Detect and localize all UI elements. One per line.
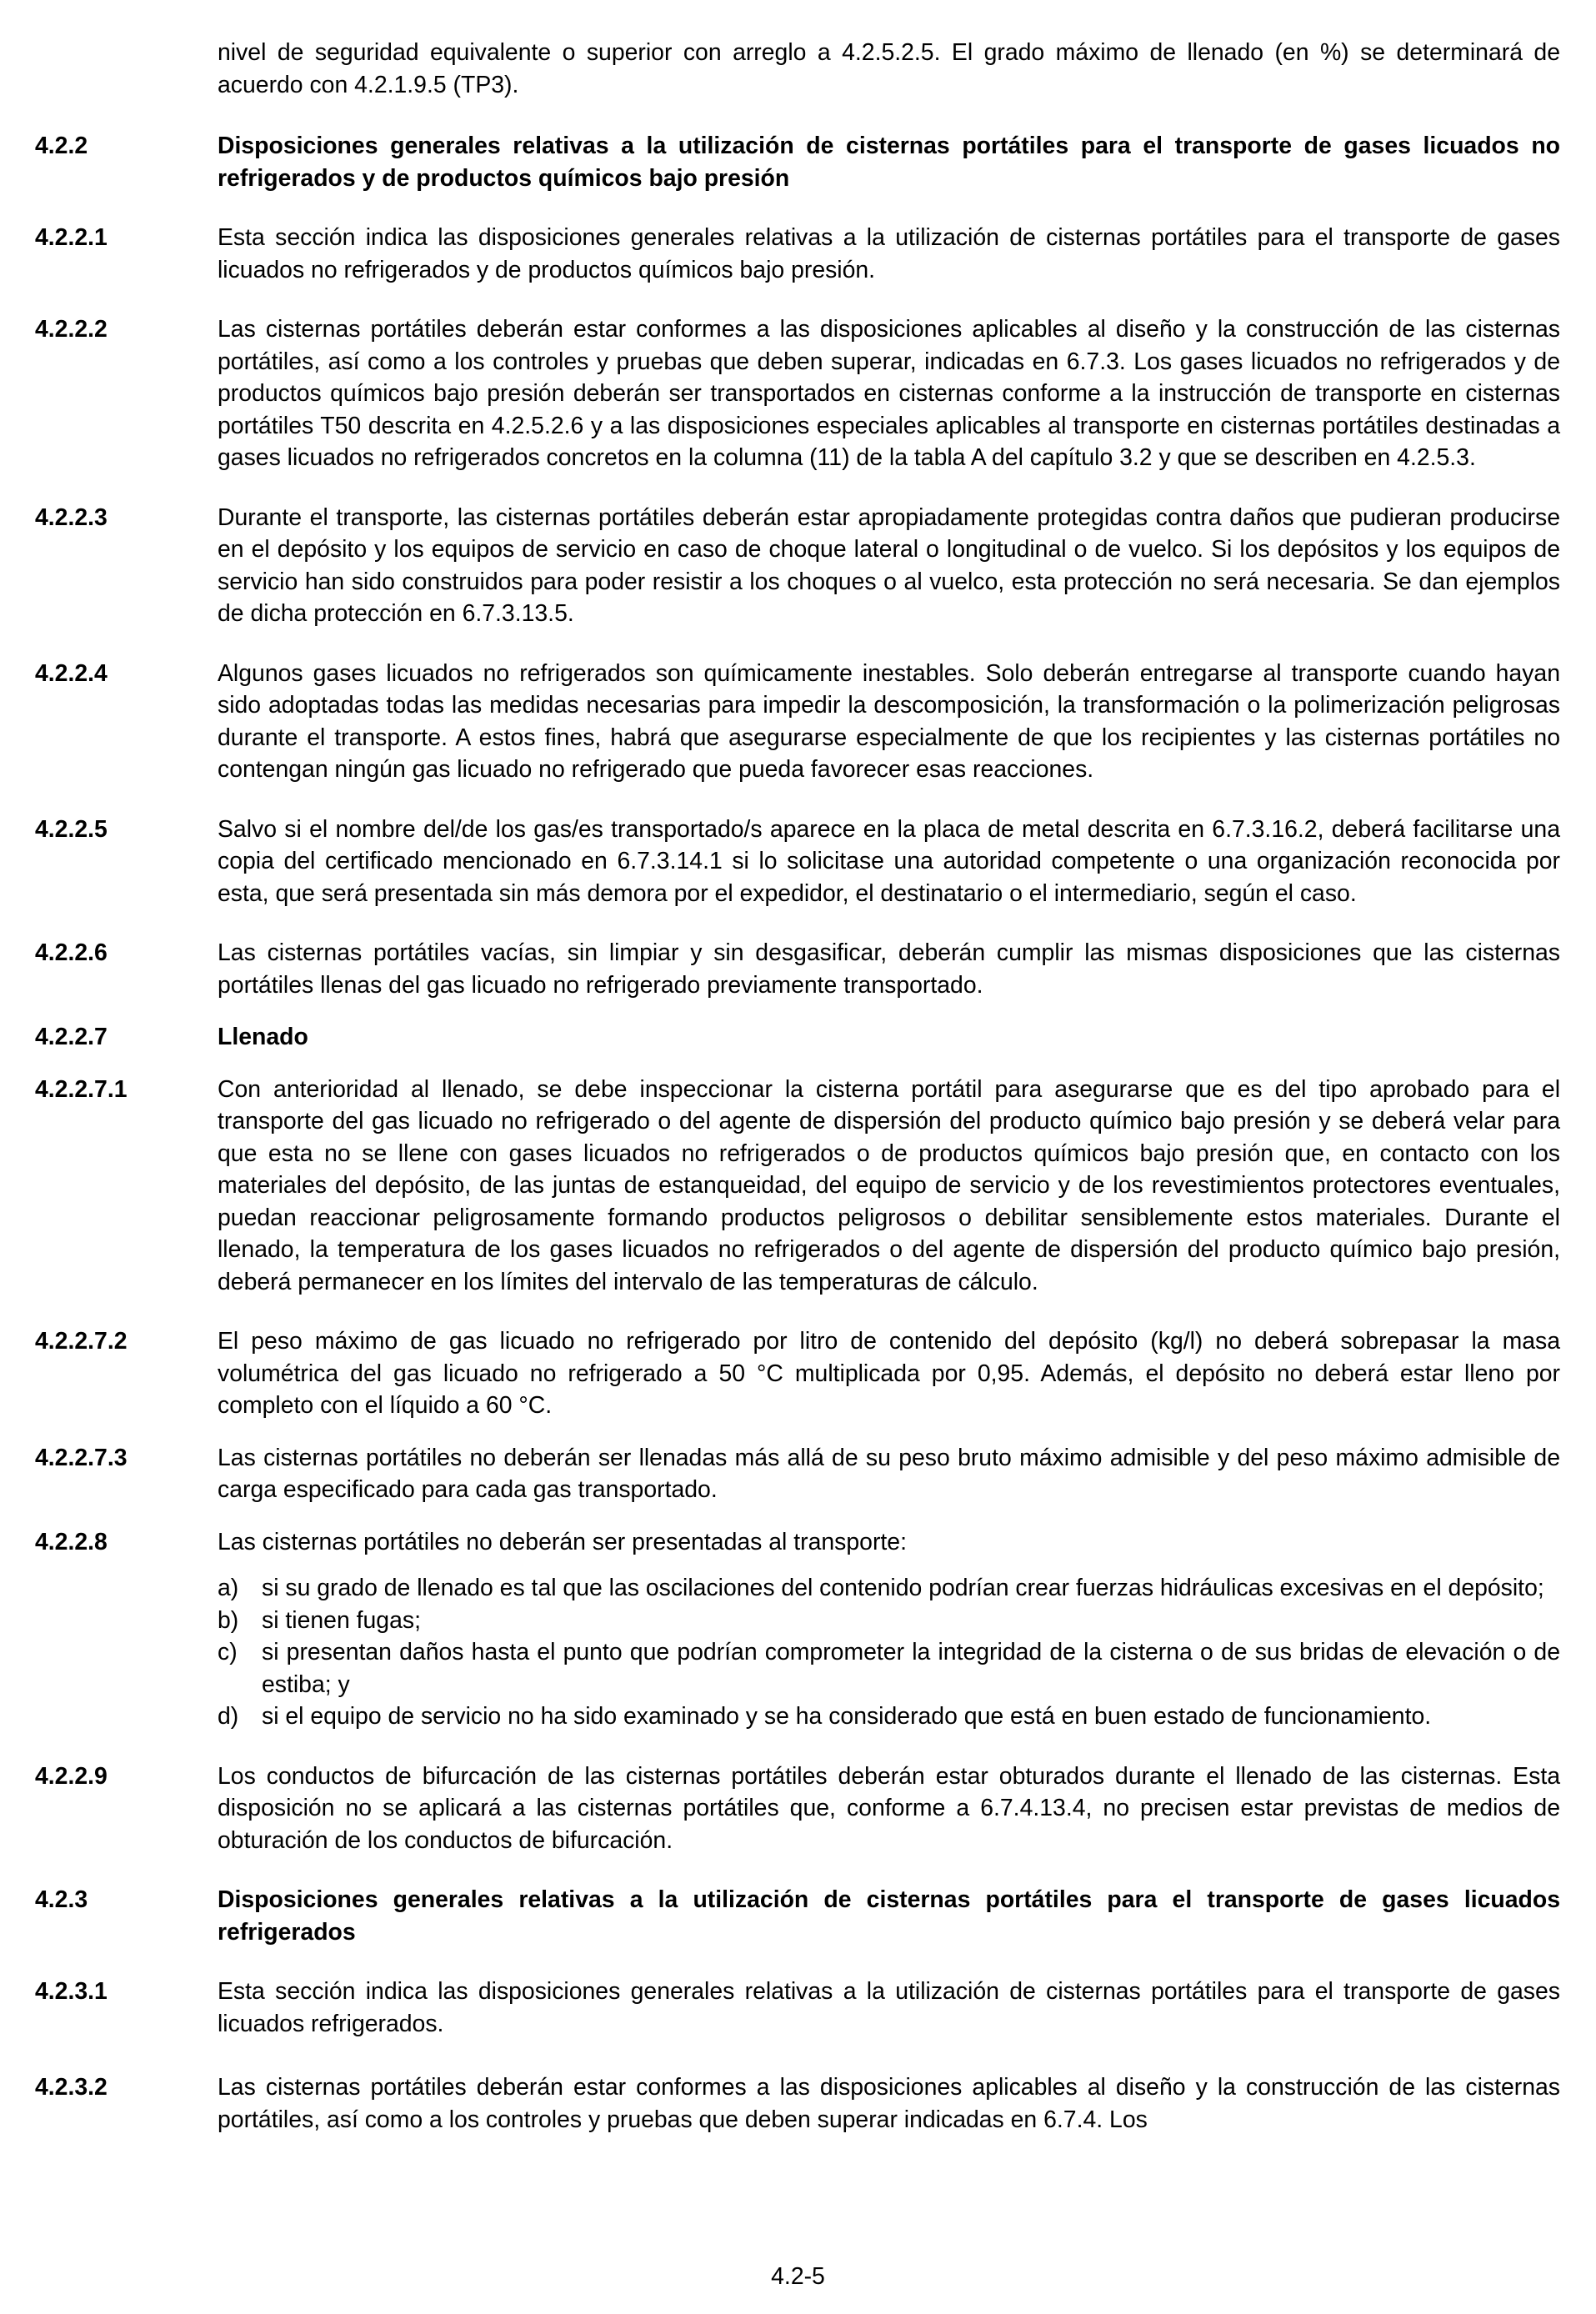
section-4-2-2-4 xyxy=(35,658,1560,786)
paragraph-text: Los conductos de bifurcación de las cisternas portátiles deberán estar obturados durante el llenado de las cisternas. Esta disposición no se aplicará a las cisternas portátiles que, conforme a 6.7.4.13.4, no precisen estar previstas de medios de obturación de los conductos de bifurcación. xyxy=(218,1762,1560,1854)
paragraph-text: Las cisternas portátiles no deberán ser presentadas al transporte: xyxy=(218,1528,907,1555)
section-number: 4.2.2.7.1 xyxy=(35,1075,128,1103)
section-4-2-2-7-1 xyxy=(35,1074,1560,1299)
section-4-2-2-8 xyxy=(35,1526,1560,1733)
paragraph-text: Esta sección indica las disposiciones generales relativas a la utilización de cisternas portátiles para el transporte de gases licuados refrigerados. xyxy=(218,1978,1560,2037)
document-content xyxy=(35,37,1560,2136)
paragraph-text: Con anterioridad al llenado, se debe inspeccionar la cisterna portátil para asegurarse que es del tipo aprobado para el transporte del gas licuado no refrigerado o del agente de dispersión del producto químico bajo presión y se deberá velar para que esta no se llene con gases licuados no refrigerados o de productos químicos bajo presión que, en contacto con los materiales del depósito, de las juntas de estanqueidad, del equipo de servicio y de los revestimientos protectores eventuales, puedan reaccionar peligrosamente formando productos peligrosos o debilitar sensiblemente estos materiales. Durante el llenado, la temperatura de los gases licuados no refrigerados o del agente de dispersión del producto químico bajo presión, deberá permanecer en los límites del intervalo de las temperaturas de cálculo. xyxy=(218,1075,1560,1295)
section-number: 4.2.2.4 xyxy=(35,659,108,687)
section-number: 4.2.2.7 xyxy=(35,1024,108,1050)
list-item-label: b) xyxy=(218,1606,239,1634)
section-heading: Disposiciones generales relativas a la utilización de cisternas portátiles para el transporte de gases licuados no refrigerados y de productos químicos bajo presión xyxy=(218,133,1560,192)
paragraph-text: El peso máximo de gas licuado no refrigerado por litro de contenido del depósito (kg/l) no deberá sobrepasar la masa volumétrica del gas licuado no refrigerado a 50 °C multiplicada por 0,95. Además, el depósito no deberá estar lleno por completo con el líquido a 60 °C. xyxy=(218,1328,1560,1419)
section-4-2-2-3 xyxy=(35,502,1560,630)
section-number: 4.2.2.2 xyxy=(35,316,108,343)
section-4-2-3-1 xyxy=(35,1976,1560,2040)
list-item xyxy=(218,1605,1560,1637)
section-4-2-2-9 xyxy=(35,1761,1560,1857)
section-4-2-3 xyxy=(35,1884,1560,1948)
section-4-2-2-7-2 xyxy=(35,1325,1560,1422)
section-number: 4.2.3.1 xyxy=(35,1978,108,2005)
list-item-text: si el equipo de servicio no ha sido examinado y se ha considerado que está en buen estado de funcionamiento. xyxy=(262,1703,1432,1730)
list-item xyxy=(218,1700,1560,1733)
section-4-2-2-7-3 xyxy=(35,1442,1560,1506)
section-number: 4.2.2.9 xyxy=(35,1762,108,1790)
paragraph-text: nivel de seguridad equivalente o superior con arreglo a 4.2.5.2.5. El grado máximo de llenado (en %) se determinará de acuerdo con 4.2.1.9.5 (TP3). xyxy=(218,39,1560,98)
section-number: 4.2.2 xyxy=(35,133,88,159)
intro-paragraph xyxy=(35,37,1560,101)
section-number: 4.2.3 xyxy=(35,1886,88,1913)
section-number: 4.2.2.8 xyxy=(35,1528,108,1555)
section-4-2-2-2 xyxy=(35,313,1560,474)
section-4-2-2-7 xyxy=(35,1021,1560,1054)
page-number: 4.2-5 xyxy=(771,2263,825,2290)
item-list xyxy=(218,1572,1560,1733)
list-item-label: d) xyxy=(218,1703,239,1730)
paragraph-text: Algunos gases licuados no refrigerados son químicamente inestables. Solo deberán entregarse al transporte cuando hayan sido adoptadas todas las medidas necesarias para impedir la descomposición, la transformación o la polimerización peligrosas durante el transporte. A estos fines, habrá que asegurarse especialmente de que los recipientes y las cisternas portátiles no contengan ningún gas licuado no refrigerado que pueda favorecer esas reacciones. xyxy=(218,659,1560,783)
section-number: 4.2.3.2 xyxy=(35,2074,108,2101)
section-number: 4.2.2.7.3 xyxy=(35,1444,128,1471)
list-item-label: a) xyxy=(218,1575,239,1601)
section-number: 4.2.2.3 xyxy=(35,503,108,531)
section-number: 4.2.2.1 xyxy=(35,224,108,251)
section-4-2-2 xyxy=(35,130,1560,194)
section-4-2-2-1 xyxy=(35,222,1560,286)
section-number: 4.2.2.7.2 xyxy=(35,1328,128,1355)
section-4-2-2-6 xyxy=(35,937,1560,1001)
section-4-2-2-5 xyxy=(35,814,1560,910)
list-item-text: si tienen fugas; xyxy=(262,1606,421,1634)
section-4-2-3-2 xyxy=(35,2071,1560,2136)
section-heading: Disposiciones generales relativas a la utilización de cisternas portátiles para el transporte de gases licuados refrigerados xyxy=(218,1886,1560,1946)
section-list xyxy=(35,130,1560,2136)
paragraph-text: Esta sección indica las disposiciones generales relativas a la utilización de cisternas portátiles para el transporte de gases licuados no refrigerados y de productos químicos bajo presión. xyxy=(218,224,1560,283)
paragraph-text: Durante el transporte, las cisternas portátiles deberán estar apropiadamente protegidas contra daños que pudieran producirse en el depósito y los equipos de servicio en caso de choque lateral o longitudinal o de vuelco. Si los depósitos y los equipos de servicio han sido construidos para poder resistir a los choques o al vuelco, esta protección no será necesaria. Se dan ejemplos de dicha protección en 6.7.3.13.5. xyxy=(218,503,1560,627)
paragraph-text: Las cisternas portátiles deberán estar conformes a las disposiciones aplicables al diseño y la construcción de las cisternas portátiles, así como a los controles y pruebas que deben superar indicadas en 6.7.4. Los xyxy=(218,2074,1560,2133)
section-heading: Llenado xyxy=(218,1024,308,1050)
paragraph-text: Salvo si el nombre del/de los gas/es transportado/s aparece en la placa de metal descrita en 6.7.3.16.2, deberá facilitarse una copia del certificado mencionado en 6.7.3.14.1 si lo solicitase una autoridad competente o una organización reconocida por esta, que será presentada sin más demora por el expedidor, el destinatario o el intermediario, según el caso. xyxy=(218,815,1560,907)
paragraph-text: Las cisternas portátiles deberán estar conformes a las disposiciones aplicables al diseño y la construcción de las cisternas portátiles, así como a los controles y pruebas que deben superar, indicadas en 6.7.3. Los gases licuados no refrigerados y de productos químicos bajo presión deberán ser transportados en cisternas conforme a la instrucción de transporte en cisternas portátiles T50 descrita en 4.2.5.2.6 y a las disposiciones especiales aplicables al transporte en cisternas portátiles destinadas a gases licuados no refrigerados concretos en la columna (11) de la tabla A del capítulo 3.2 y que se describen en 4.2.5.3. xyxy=(218,316,1560,471)
list-item xyxy=(218,1636,1560,1700)
list-item-label: c) xyxy=(218,1639,238,1665)
paragraph-text: Las cisternas portátiles vacías, sin limpiar y sin desgasificar, deberán cumplir las mismas disposiciones que las cisternas portátiles llenas del gas licuado no refrigerado previamente transportado. xyxy=(218,939,1560,999)
list-item xyxy=(218,1572,1560,1605)
paragraph-text: Las cisternas portátiles no deberán ser llenadas más allá de su peso bruto máximo admisible y del peso máximo admisible de carga especificado para cada gas transportado. xyxy=(218,1444,1560,1503)
list-item-text: si su grado de llenado es tal que las oscilaciones del contenido podrían crear fuerzas hidráulicas excesivas en el depósito; xyxy=(262,1575,1544,1601)
section-number: 4.2.2.5 xyxy=(35,815,108,843)
list-item-text: si presentan daños hasta el punto que podrían comprometer la integridad de la cisterna o de sus bridas de elevación o de estiba; y xyxy=(262,1639,1560,1698)
section-number: 4.2.2.6 xyxy=(35,939,108,966)
